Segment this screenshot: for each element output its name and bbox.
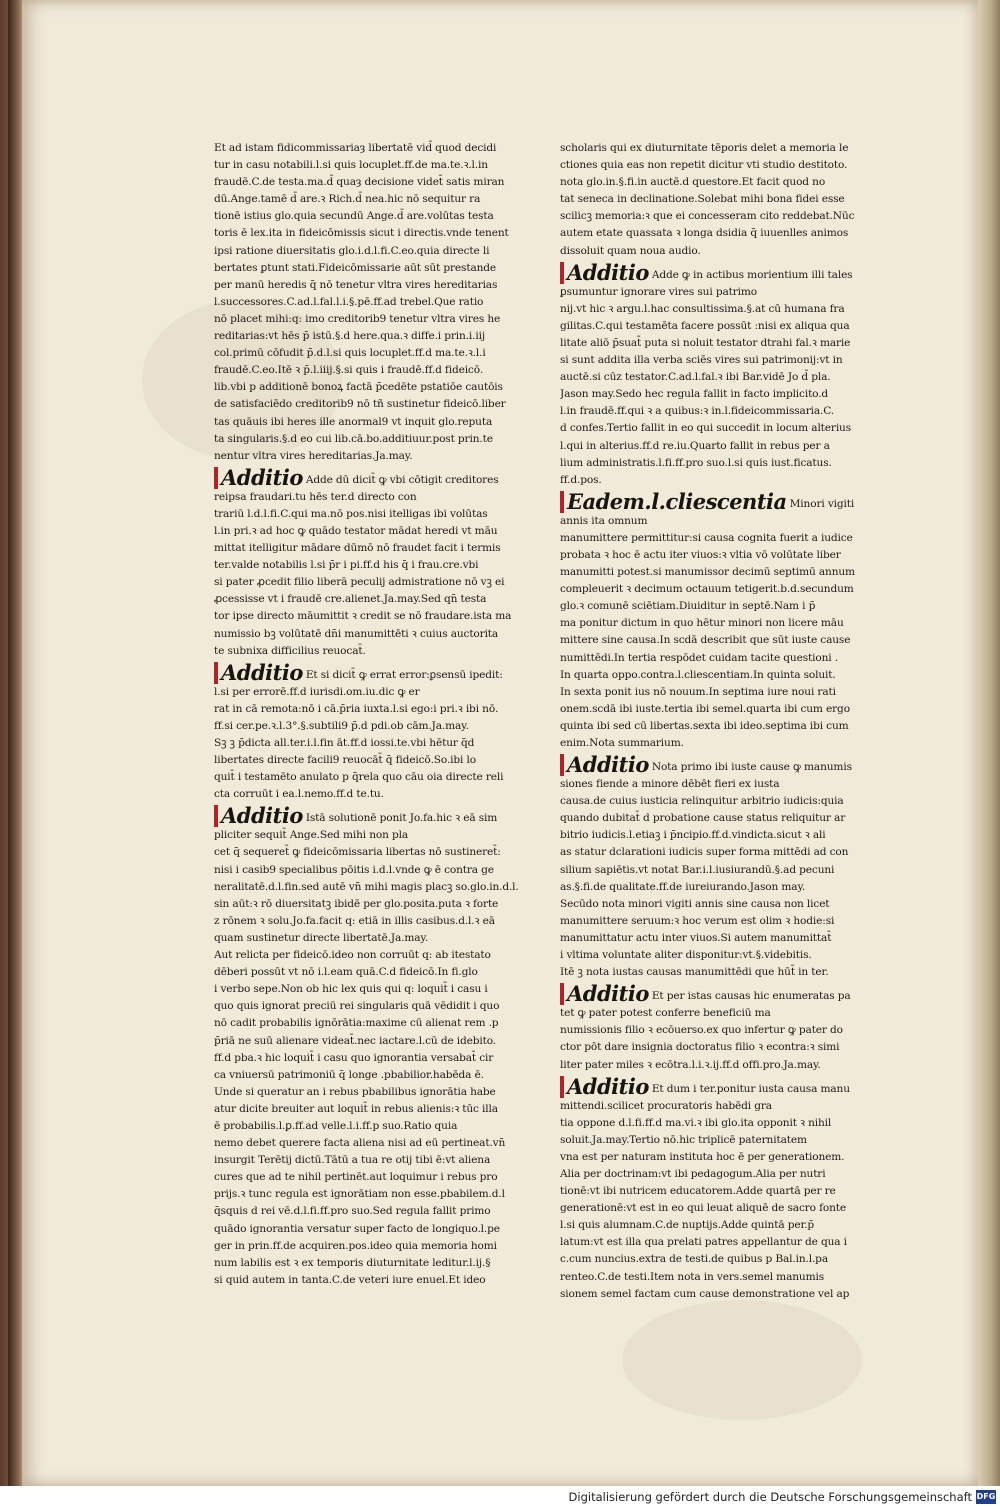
rubric-title: Eadem.l.cliescentia [560,491,787,513]
text-line: tionē:vt ibi nutricem educatorem.Adde quartā per re [560,1185,836,1198]
text-line: autem etate quassata ꝛ longa dsidia q̄ iuuenlles animos [560,227,849,240]
text-line: numissio bꝫ volūtatē dn̄i manumittēti ꝛ cuius auctorita [214,627,499,640]
text-line: l.si quis alumnam.C.de nuptijs.Adde quintā per.p̄ [560,1219,815,1232]
text-line: atur dicite breuiter aut loquit̄ in rebus alienis:ꝛ tūc illa [214,1102,498,1115]
text-line: In sexta ponit ius nō nouum.In septima iure noui rati [560,685,836,698]
text-line: ctor pōt dare insignia doctoratus filio ꝛ econtra:ꝛ simi [560,1041,840,1054]
text-line: tionē istius glo.quia secundū Ange.d̄ are.volūtas testa [214,210,494,223]
text-line: lib.vbi p additionē bonoꝝ factā p̄cedēte pstatiōe cautōis [214,381,503,394]
additio-heading [214,805,534,827]
text-line: te subnixa difficilius reuocat̄. [214,644,366,657]
text-line: si pater ꝓcedit filio liberā peculij admistratione nō vꝫ ei [214,576,505,589]
additio-title: Additio [214,467,303,489]
text-line: nisi i casib9 specialibus pōitis i.d.l.vnde ꝙ ē contra ge [214,863,494,876]
text-line: compleuerit ꝛ decimum octauum tetigerit.b.d.secundum [560,583,854,596]
text-line: tur in casu notabili.l.si quis locuplet.ff.de ma.te.ꝛ.l.in [214,159,488,172]
text-line: nemo debet querere facta aliena nisi ad eū pertineat.vn̄ [214,1137,506,1150]
additio-lead-text: Istā solutionē ponit Jo.fa.hic ꝛ eā sim [305,812,498,825]
right-text-column [560,140,860,1303]
text-line: ma ponitur dictum in quo hētur minori non licere māu [560,617,844,630]
text-line: fraudē.C.de testa.ma.d̄ quaȝ decisione videt̄ satis miran [214,176,505,189]
right-block-6 [560,1098,860,1303]
text-line: cta corruūt i ea.l.nemo.ff.d te.tu. [214,788,384,801]
text-line: manumittere seruum:ꝛ hoc verum est olim ꝛ hodie:si [560,914,835,927]
text-line: nō cadit probabilis ignōrātia:maxime cū alienat rem .p [214,1017,499,1030]
text-line: gilitas.C.qui testamēta facere possūt :nisi ex aliqua qua [560,319,850,332]
text-line: renteo.C.de testi.Item nota in vers.semel manumis [560,1270,825,1283]
text-line: manumitti potest.si manumissor decimū septimū annum [560,566,855,579]
text-line: tat seneca in declinatione.Solebat mihi bona fidei esse [560,193,845,206]
text-line: num labilis est ꝛ ex temporis diuturnitate leditur.l.ij.§ [214,1256,491,1269]
text-line: rat in cā remota:nō i cā.p̄ria iuxta.l.si ego:i pri.ꝛ ibi nō. [214,702,499,715]
text-line: Et ad istam fidicommissariaȝ libertatē vid̄ quod decidi [214,142,497,154]
text-line: as statur dclarationi iudicis super forma mittēdi ad con [560,846,849,859]
text-line: cures que ad te nihil pertinēt.aut loquimur i rebus pro [214,1171,498,1184]
text-line: enim.Nota summarium. [560,737,684,749]
text-line: Secūdo nota minori vigiti annis sine causa non licet [560,897,830,910]
right-block-5 [560,1005,860,1073]
text-line: fraudē.C.eo.Itē ꝛ p̄.l.iiij.§.si quis i fraudē.ff.d fideicō. [214,364,484,377]
left-block-1 [214,140,534,465]
text-line: toris ē lex.ita in fideicōmissis sicut i directis.vnde tenent [214,227,509,240]
text-line: tor ipse directo māumittit ꝛ credit se nō fraudare.ista ma [214,610,512,623]
text-line: quo quis ignorat preciū rei singularis quā vēdidit i quo [214,1000,500,1013]
text-line: as.§.fi.de qualitate.ff.de iureiurando.Jason may. [560,880,806,893]
text-line: Itē ꝫ nota iustas causas manumittēdi que hūt̄ in ter. [560,966,829,979]
text-line: prijs.ꝛ tunc regula est ignorātiam non esse.pbabilem.d.l [214,1188,505,1201]
text-line: numittēdi.In tertia respōdet cuidam tacite questioni . [560,651,838,664]
right-block-4 [560,776,860,981]
rubric-heading [560,488,860,514]
text-line: quit̄ i testamēto anulato p q̄rela quo cāu oia directe reli [214,771,504,784]
text-line: l.successores.C.ad.l.fal.l.i.§.pē.ff.ad trebel.Que ratio [214,295,484,308]
right-block-2 [560,284,860,489]
text-line: ē probabilis.l.ꝑ.ff.ad velle.l.i.ff.p suo.Ratio quia [214,1119,458,1132]
additio-lead-text: Et per istas causas hic enumeratas pa [651,990,851,1003]
text-line: insurgit Terētij dictū.Tātū a tua re otij tibi ē:vt aliena [214,1154,491,1167]
left-text-column [214,140,534,1289]
text-line: si quid autem in tanta.C.de veteri iure enuel.Et ideo [214,1273,486,1286]
text-line: dēberi possūt vt nō i.l.eam quā.C.d fideicō.In fi.glo [214,966,478,979]
text-line: col.primū cōfudit p̄.d.l.si quis locuplet.ff.d ma.te.ꝛ.l.i [214,347,486,360]
text-line: l.in pri.ꝛ ad hoc ꝙ quādo testator mādat heredi vt māu [214,524,498,537]
text-line: c.cum nuncius.extra de testi.de quibus p Bal.in.l.pa [560,1253,828,1266]
left-block-3 [214,684,534,804]
text-line: Sꝫ ꝫ p̄dicta all.ter.i.l.fin āt.ff.d iossi.te.vbi hētur q̄d [214,737,475,749]
text-line: onem.scdā ibi iuste.tertia ibi semel.quarta ibi cum ergo [560,702,850,715]
text-line: l.in fraudē.ff.qui ꝛ a quibus:ꝛ in.l.fideicommissaria.C. [560,405,835,418]
text-line: litate aliō p̄suat̄ puta si noluit testator dtrahi fal.ꝛ marie [560,336,851,349]
text-line: silium sapiētis.vt notat Bar.i.l.iusiurandū.§.ad pecuni [560,863,835,876]
page-stack-edge [978,0,1000,1486]
text-line: trariū l.d.l.fi.C.qui ma.nō pos.nisi itelligas ibi volūtas [214,507,488,520]
additio-lead-text: Adde dū dicit̄ ꝙ vbi cōtigit creditores [305,473,499,486]
text-line: mittat itelligitur mādare dūmō nō fraudet facit i termis [214,542,501,555]
text-line: ipsi ratione diuersitatis glo.i.d.l.fi.C.eo.quia directe li [214,244,490,257]
additio-heading [560,983,860,1005]
text-line: pliciter sequit̄ Ange.Sed mihi non pla [214,829,409,842]
text-line: sionem semel factam cum cause demonstratione vel ap [560,1287,850,1300]
text-line: ger in prin.ff.de acquiren.pos.ideo quia memoria homi [214,1239,497,1252]
text-line: tas quāuis ibi heres ille anormal9 vt inquit glo.reputa [214,415,493,428]
additio-title: Additio [214,805,303,827]
text-line: reditarias:vt hēs p̄ istū.§.d here.qua.ꝛ diffe.i prin.i.iij [214,330,486,343]
text-line: causa.de cuius iusticia relinquitur arbitrio iudicis:quia [560,795,844,808]
text-line: ctiones quia eas non repetit dicitur vti studio destitoto. [560,159,848,172]
additio-lead-text: Et si dicit̄ ꝙ errat error:ꝑsensū ipedit: [305,668,503,681]
text-line: ff.d pba.ꝛ hic loquit̄ i casu quo ignorantia versabat̄ cir [214,1051,494,1064]
additio-heading [560,754,860,776]
additio-heading [560,1073,860,1099]
additio-heading [214,659,534,685]
left-block-4 [214,827,534,1289]
text-line: probata ꝛ hoc ē actu iter viuos:ꝛ vltia vō volūtate liber [560,548,841,561]
text-line: bertates ꝑtunt stati.Fideicōmissarie aūt sūt prestande [214,261,497,274]
text-line: ff.si cer.pe.ꝛ.l.3°.§.subtili9 p̄.d pdi.ob cām.Ja.may. [214,719,469,732]
text-line: liter pater miles ꝛ ecōtra.l.i.ꝛ.ij.ff.d offi.pro.Ja.may. [560,1058,821,1071]
text-line: quādo ignorantia versatur super facto de longiquo.l.pe [214,1222,500,1235]
text-line: bitrio iudicis.l.etiaꝫ i p̄ncipio.ff.d.vindicta.sicut ꝛ ali [560,829,826,842]
paper-stain [622,1300,862,1420]
additio-heading [560,259,860,285]
text-line: Unde si queratur an i rebus pbabilibus ignorātia habe [214,1085,496,1098]
text-line: annis ita omnum [560,514,648,527]
text-line: cet q̄ sequeret̄ ꝙ fideicōmissaria libertas nō sustineret̄: [214,846,501,859]
text-line: manumittere permittitur:si causa cognita fuerit a iudice [560,531,853,544]
text-line: p̄riā ne suū alienare videat̄.nec iactare.l.cū de idebito. [214,1034,497,1047]
text-line: ꝑsumuntur ignorare vires sui patrimo [560,285,757,298]
text-line: z rōnem ꝛ solu.Jo.fa.facit q: etiā in illis casibus.d.l.ꝛ eā [214,914,495,927]
text-line: scilicꝫ memoria:ꝛ que ei concesseram cito reddebat.Nūc [560,210,855,223]
text-line: tia oppone d.l.fi.ff.d ma.vi.ꝛ ibi glo.ita opponit ꝛ nihil [560,1116,832,1129]
text-line: lium administratis.l.fi.ff.pro suo.l.si quis iust.ficatus. [560,456,832,469]
additio-lead-text: Adde ꝙ in actibus morientium illi tales [651,268,853,281]
text-line: Alia per doctrinam:vt ibi pedagogum.Alia per nutri [560,1167,826,1180]
text-line: Jason may.Sedo hec regula fallit in facto implicito.d [560,388,829,401]
text-line: glo.ꝛ comunē sciētiam.Diuiditur in septē.Nam i p̄ [560,600,816,613]
text-line: mittere sine causa.In scdā describit que sūt iuste cause [560,634,851,647]
text-line: siones fiende a minore dēbēt fieri ex iusta [560,778,780,791]
text-line: soluit.Ja.may.Tertio nō.hic triplicē paternitatem [560,1133,807,1146]
funding-credit: Digitalisierung gefördert durch die Deutsche Forschungsgemeinschaft [568,1490,972,1504]
text-line: l.si per errorē.ff.d iurisdi.om.iu.dic ꝙ er [214,685,420,698]
additio-lead-text: Nota primo ibi iuste cause ꝙ manumis [651,761,852,774]
text-line: q̄squis d rei vē.d.l.fi.ff.pro suo.Sed regula fallit primo [214,1205,491,1218]
text-line: tet ꝙ pater potest conferre beneficiū ma [560,1007,771,1020]
additio-title: Additio [214,662,303,684]
text-line: ꝓcessisse vt i fraudē cre.alienet.Ja.may.Sed qn̄ testa [214,593,487,606]
additio-heading [214,464,534,490]
additio-title: Additio [560,983,649,1005]
text-line: latum:vt est illa qua prelati patres appellantur de qua i [560,1236,847,1249]
text-line: generationē:vt est in eo qui leuat aliquē de sacro fonte [560,1202,847,1215]
text-line: numissionis filio ꝛ ecōuerso.ex quo infertur ꝙ pater do [560,1024,843,1037]
text-line: quando dubitat̄ d probatione cause status reliquitur ar [560,812,846,825]
text-line: i vltima voluntate aliter disponitur:vt.§.videbitis. [560,949,812,962]
text-line: de satisfaciēdo creditorib9 nō tñ sustinetur fideicō.liber [214,398,506,411]
text-line: auctē.si cūz testator.C.ad.l.fal.ꝛ ibi Bar.vidē Jo d̄ pla. [560,371,831,384]
additio-title: Additio [560,262,649,284]
text-line: libertates directe facili9 reuocāt̄ q̄ fideicō.So.ibi lo [214,754,476,767]
text-line: vna est per naturam instituta hoc ē per generationem. [560,1150,845,1163]
text-line: Aut relicta per fideicō.ideo non corruūt q: ab itestato [214,949,491,962]
text-line: dissoluit quam noua audio. [560,244,701,257]
text-line: mittendi.scilicet procuratoris habēdi gra [560,1099,772,1112]
text-line: nō placet mihi:q: imo creditorib9 tenetur vltra vires he [214,312,501,325]
text-line: In quarta oppo.contra.l.cliescentiam.In quinta soluit. [560,668,836,681]
text-line: quam sustinetur directe libertatē.Ja.may. [214,931,429,944]
text-line: nota glo.in.§.fi.in auctē.d questore.Et facit quod no [560,176,826,189]
text-line: nij.vt hic ꝛ argu.l.hac consultissima.§.at cū humana fra [560,302,845,315]
text-line: neralitatē.d.l.fin.sed autē vn̄ mihi magis placꝫ so.glo.in.d.l. [214,880,519,893]
right-block-1 [560,140,860,260]
text-line: si sunt addita illa verba sciēs vires sui patrimonij:vt in [560,354,843,367]
right-block-3 [560,513,860,752]
text-line: nentur vltra vires hereditarias.Ja.may. [214,449,413,462]
text-line: manumittatur actu inter viuos.Si autem manumittat̄ [560,931,832,944]
footer-bar [0,1486,1000,1509]
text-line: l.qui in alterius.ff.d re.iu.Quarto fallit in rebus per a [560,439,830,452]
text-line: dū.Ange.tamē d̄ are.ꝛ Rich.d̄ nea.hic nō sequitur ra [214,193,481,206]
additio-lead-text: Et dum i ter.ponitur iusta causa manu [651,1082,850,1095]
text-line: ter.valde notabilis l.si p̄r i pi.ff.d his q̄ i frau.cre.vbi [214,559,479,572]
additio-title: Additio [560,1076,649,1098]
text-line: sin aūt:ꝛ rō diuersitatꝫ ibidē per glo.posita.puta ꝛ forte [214,897,499,910]
text-line: i verbo sepe.Non ob hic lex quis qui q: loquit̄ i casu i [214,983,488,996]
text-line: reipsa fraudari.tu hēs ter.d directo con [214,490,417,503]
text-line: per manū heredis q̄ nō tenetur vltra vires hereditarias [214,278,498,291]
text-line: quinta ibi sed cū libertas.sexta ibi ideo.septima ibi cum [560,719,849,732]
left-block-2 [214,489,534,660]
dfg-logo: DFG [976,1490,996,1504]
text-line: scholaris qui ex diuturnitate tēporis delet a memoria le [560,142,849,154]
text-line: ca vniuersū patrimoniū q̄ longe .pbabilior.habēda ē. [214,1068,484,1081]
text-line: ff.d.pos. [560,473,602,486]
text-line: ta singularis.§.d eo cui lib.cā.bo.additiuur.post prin.te [214,432,493,445]
rubric-lead-text: Minori vigiti [789,497,855,510]
additio-title: Additio [560,754,649,776]
text-line: d confes.Tertio fallit in eo qui succedit in locum alterius [560,422,852,435]
